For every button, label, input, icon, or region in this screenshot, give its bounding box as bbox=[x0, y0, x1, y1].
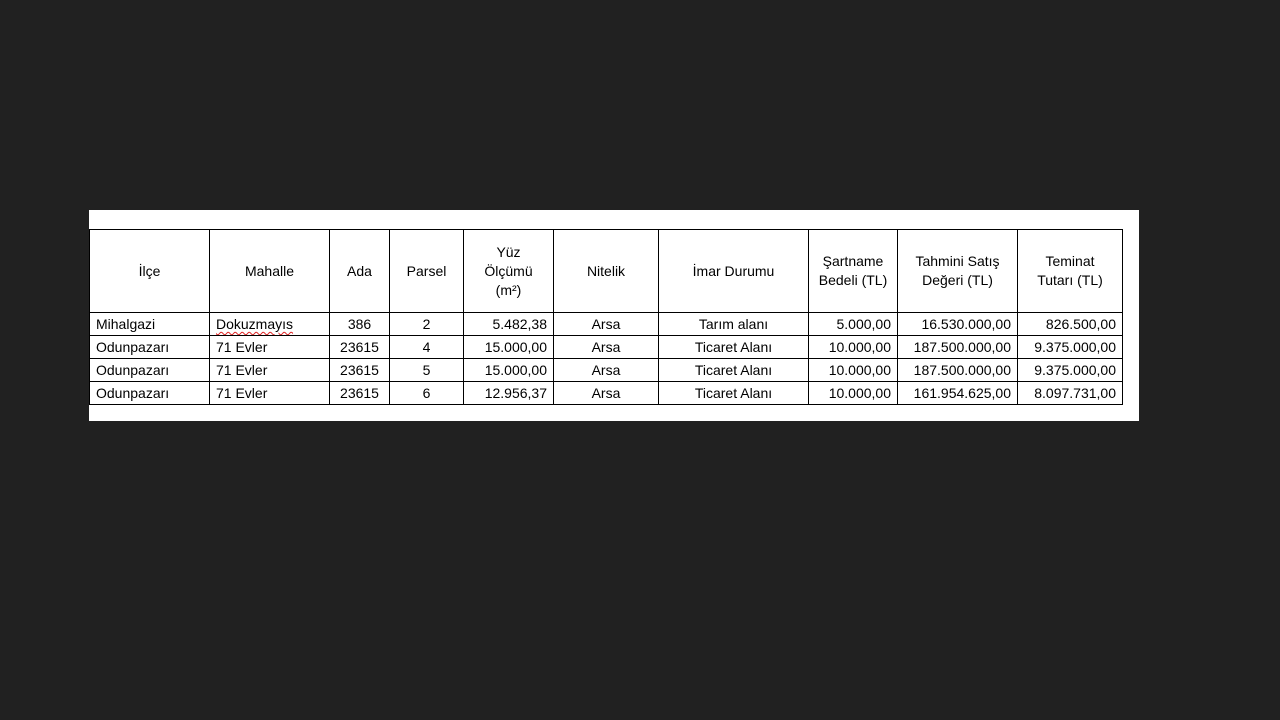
cell-tahmini-satis-degeri: 187.500.000,00 bbox=[898, 336, 1018, 359]
header-teminat-line2: Tutarı (TL) bbox=[1037, 272, 1103, 288]
cell-yuz-olcumu: 12.956,37 bbox=[464, 382, 554, 405]
cell-parsel: 5 bbox=[390, 359, 464, 382]
cell-imar-durumu: Ticaret Alanı bbox=[659, 382, 809, 405]
header-imar-durumu-label: İmar Durumu bbox=[692, 262, 775, 279]
cell-nitelik: Arsa bbox=[554, 336, 659, 359]
cell-ilce: Odunpazarı bbox=[90, 359, 210, 382]
cell-teminat-tutari: 9.375.000,00 bbox=[1018, 336, 1123, 359]
document-page bbox=[89, 210, 1139, 421]
cell-teminat-tutari: 8.097.731,00 bbox=[1018, 382, 1123, 405]
cell-mahalle-text: Dokuzmayıs bbox=[216, 316, 294, 332]
header-row bbox=[90, 230, 1123, 313]
table-row bbox=[90, 382, 1123, 405]
table-row bbox=[90, 359, 1123, 382]
header-yuz-olcumu-line2: Ölçümü bbox=[484, 262, 533, 279]
header-imar-durumu bbox=[659, 230, 809, 313]
header-yuz-olcumu-line1: Yüz bbox=[496, 243, 521, 260]
cell-imar-durumu: Ticaret Alanı bbox=[659, 359, 809, 382]
header-mahalle-label: Mahalle bbox=[244, 262, 295, 279]
cell-imar-durumu: Tarım alanı bbox=[659, 313, 809, 336]
cell-teminat-tutari: 9.375.000,00 bbox=[1018, 359, 1123, 382]
header-sartname-bedeli bbox=[809, 230, 898, 313]
cell-nitelik: Arsa bbox=[554, 313, 659, 336]
header-yuz-olcumu-line3: (m²) bbox=[495, 281, 522, 298]
cell-mahalle bbox=[210, 313, 330, 336]
cell-mahalle: 71 Evler bbox=[210, 336, 330, 359]
header-teminat-tutari bbox=[1018, 230, 1123, 313]
cell-mahalle: 71 Evler bbox=[210, 382, 330, 405]
header-teminat-line1: Teminat bbox=[1045, 253, 1095, 269]
cell-ada: 23615 bbox=[330, 336, 390, 359]
cell-sartname-bedeli: 5.000,00 bbox=[809, 313, 898, 336]
cell-sartname-bedeli: 10.000,00 bbox=[809, 336, 898, 359]
cell-ada: 386 bbox=[330, 313, 390, 336]
cell-parsel: 2 bbox=[390, 313, 464, 336]
header-ada-label: Ada bbox=[347, 262, 372, 279]
table-row bbox=[90, 313, 1123, 336]
auction-table bbox=[89, 229, 1123, 405]
header-mahalle bbox=[210, 230, 330, 313]
cell-ilce: Odunpazarı bbox=[90, 336, 210, 359]
header-tahmini-satis-degeri bbox=[898, 230, 1018, 313]
header-ilce-label: İlçe bbox=[138, 262, 161, 279]
cell-parsel: 6 bbox=[390, 382, 464, 405]
cell-sartname-bedeli: 10.000,00 bbox=[809, 382, 898, 405]
header-parsel bbox=[390, 230, 464, 313]
header-parsel-label: Parsel bbox=[406, 262, 447, 279]
cell-imar-durumu: Ticaret Alanı bbox=[659, 336, 809, 359]
header-nitelik bbox=[554, 230, 659, 313]
cell-yuz-olcumu: 15.000,00 bbox=[464, 336, 554, 359]
cell-yuz-olcumu: 15.000,00 bbox=[464, 359, 554, 382]
cell-sartname-bedeli: 10.000,00 bbox=[809, 359, 898, 382]
cell-yuz-olcumu: 5.482,38 bbox=[464, 313, 554, 336]
header-nitelik-label: Nitelik bbox=[586, 262, 626, 279]
cell-teminat-tutari: 826.500,00 bbox=[1018, 313, 1123, 336]
header-sartname-line1: Şartname bbox=[822, 253, 884, 269]
cell-ada: 23615 bbox=[330, 359, 390, 382]
cell-ilce: Odunpazarı bbox=[90, 382, 210, 405]
header-tahmini-line1: Tahmini Satış bbox=[915, 253, 1000, 269]
table-row bbox=[90, 336, 1123, 359]
header-yuz-olcumu bbox=[464, 230, 554, 313]
header-ada bbox=[330, 230, 390, 313]
header-sartname-line2: Bedeli (TL) bbox=[818, 272, 888, 288]
cell-tahmini-satis-degeri: 161.954.625,00 bbox=[898, 382, 1018, 405]
cell-tahmini-satis-degeri: 187.500.000,00 bbox=[898, 359, 1018, 382]
header-tahmini-line2: Değeri (TL) bbox=[922, 272, 993, 288]
cell-ada: 23615 bbox=[330, 382, 390, 405]
cell-nitelik: Arsa bbox=[554, 382, 659, 405]
cell-ilce: Mihalgazi bbox=[90, 313, 210, 336]
cell-tahmini-satis-degeri: 16.530.000,00 bbox=[898, 313, 1018, 336]
cell-parsel: 4 bbox=[390, 336, 464, 359]
header-ilce bbox=[90, 230, 210, 313]
cell-mahalle: 71 Evler bbox=[210, 359, 330, 382]
cell-nitelik: Arsa bbox=[554, 359, 659, 382]
